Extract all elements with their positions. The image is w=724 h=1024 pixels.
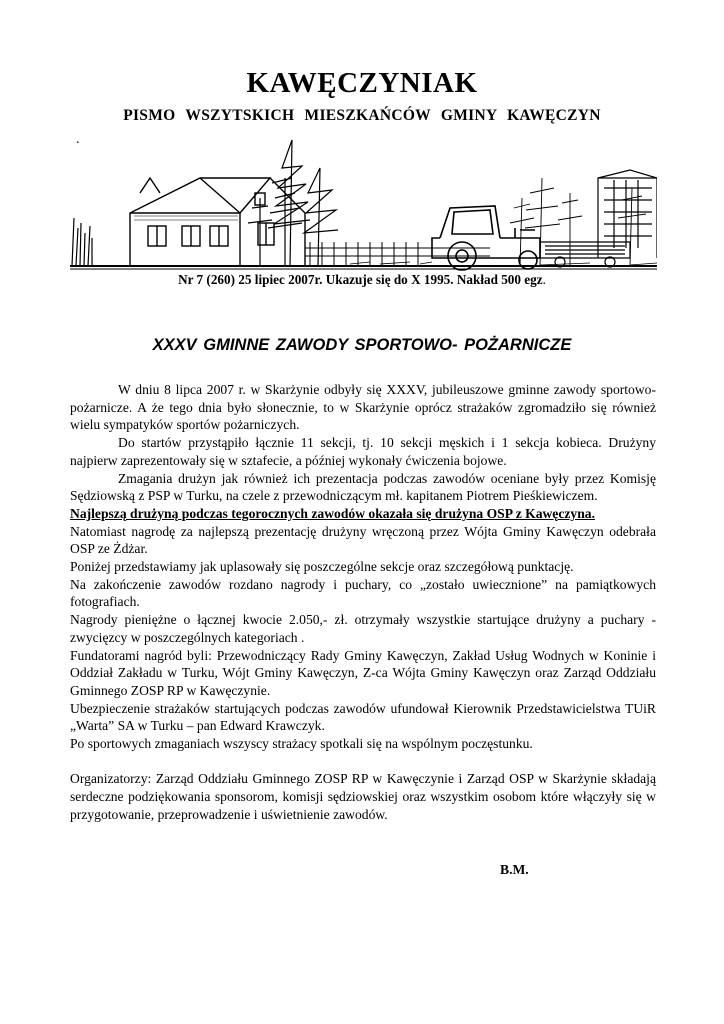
issue-info-main: Nr 7 (260) 25 lipiec 2007r. Ukazuje się do X 1995. Nakład 500 egz: [178, 272, 543, 287]
article-paragraph: Na zakończenie zawodów rozdano nagrody i puchary, co „zostało uwiecznione” na pamiątkowych fotografiach.: [70, 576, 656, 610]
issue-info: [0, 272, 724, 288]
house-icon: [130, 178, 305, 266]
tractor-icon: [432, 206, 540, 270]
organizers-thanks: Organizatorzy: Zarząd Oddziału Gminnego ZOSP RP w Kawęczynie i Zarząd OSP w Skarżynie składają serdeczne podziękowania sponsorom, komisji sędziowskiej oraz wszystkim osobom które włączyły się w przygotowanie, przeprowadzenie i uświetnienie zawodów.: [70, 771, 656, 822]
trees-icon: [248, 140, 338, 266]
article-paragraph: Zmagania drużyn jak również ich prezentacja podczas zawodów oceniane były przez Komisję Sędziowską z PSP w Turku, na czele z przewodniczącym mł. kapitanem Piotrem Pieśkiewiczem.: [70, 470, 656, 504]
article-paragraph: Poniżej przedstawiamy jak uplasowały się poszczególne sekcje oraz szczegółową punktację.: [70, 559, 574, 575]
stray-dot: .: [76, 132, 80, 147]
village-illustration: [70, 138, 657, 272]
article-paragraph: W dniu 8 lipca 2007 r. w Skarżynie odbyły się XXXV, jubileuszowe gminne zawody sportowo-pożarnicze. A że tego dnia było słonecznie, to w Skarżynie oprócz strażaków zgromadziło się również wielu sympatyków sportów pożarniczych.: [70, 382, 656, 433]
article-paragraph: Po sportowych zmaganiach wszyscy strażacy spotkali się na wspólnym poczęstunku.: [70, 736, 533, 752]
winner-statement: Najlepszą drużyną podczas tegorocznych zawodów okazała się drużyna OSP z Kawęczyna.: [70, 505, 595, 521]
article-paragraph: Do startów przystąpiło łącznie 11 sekcji, tj. 10 sekcji męskich i 1 sekcja kobieca. Drużyny najpierw zaprezentowały się w sztafecie, a później wykonały ćwiczenia bojowe.: [70, 435, 656, 468]
article-paragraph: Ubezpieczenie strażaków startujących podczas zawodów ufundował Kierownik Przedstawicielstwa TUiR „Warta” SA w Turku – pan Edward Krawczyk.: [70, 700, 656, 734]
grass-icon: [72, 218, 92, 266]
paragraph-gap: [70, 753, 656, 771]
block-building-icon: [598, 170, 657, 258]
article-body: [70, 381, 656, 824]
masthead-title: KAWĘCZYNIAK: [246, 67, 478, 99]
article-paragraph: Nagrody pieniężne o łącznej kwocie 2.050,- zł. otrzymały wszystkie startujące drużyny a puchary - zwycięzcy w poszczególnych kategoriach .: [70, 612, 656, 645]
masthead-subtitle: PISMO WSZYTSKICH MIESZKAŃCÓW GMINY KAWĘCZYN: [123, 107, 601, 124]
issue-info-tail: .: [542, 272, 546, 287]
article-headline: XXXV GMINNE ZAWODY SPORTOWO- POŻARNICZE: [152, 336, 572, 354]
article-paragraph: Natomiast nagrodę za najlepszą prezentację drużyny wręczoną przez Wójta Gminy Kawęczyn odebrała OSP ze Żdżar.: [70, 523, 656, 557]
article-paragraph: Fundatorami nagród byli: Przewodniczący Rady Gminy Kawęczyn, Zakład Usług Wodnych w Koninie i Oddział Zakładu w Turku, Wójt Gminy Kawęczyn, Z-ca Wójta Gminy Kawęczyn oraz Zarząd Oddziału Gminnego ZOSP RP w Kawęczynie.: [70, 647, 656, 698]
author-signature: B.M.: [500, 862, 529, 877]
